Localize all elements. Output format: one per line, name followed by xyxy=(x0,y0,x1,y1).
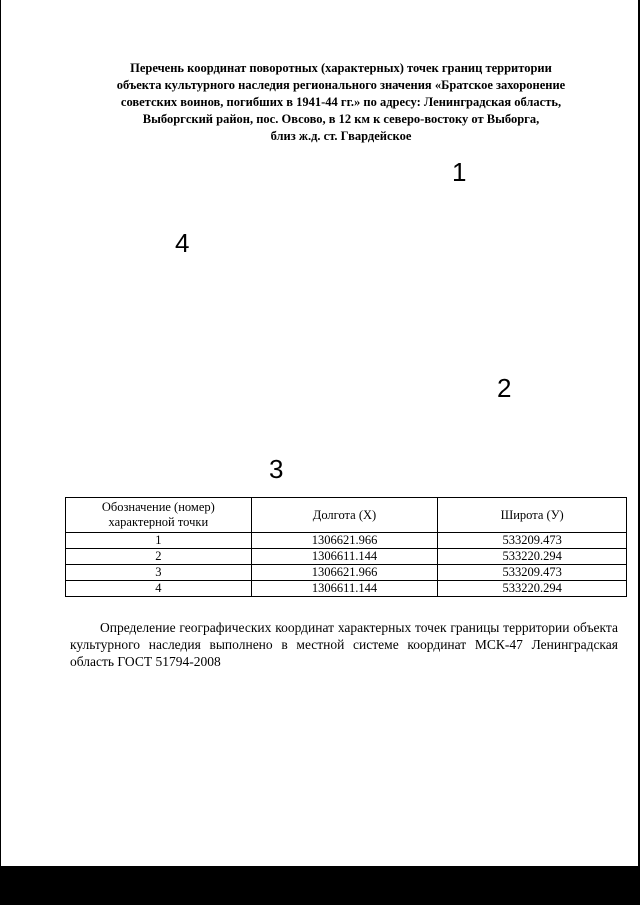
title-line: близ ж.д. ст. Гвардейское xyxy=(270,129,412,143)
cell-point: 1 xyxy=(66,533,252,549)
title-line: Перечень координат поворотных (характерных) точек границ территории xyxy=(130,61,552,75)
cell-longitude: 1306611.144 xyxy=(251,549,438,565)
point-label-2: 2 xyxy=(497,373,512,403)
header-point: Обозначение (номер) характерной точки xyxy=(66,498,252,533)
point-label-3: 3 xyxy=(269,454,284,484)
cell-point: 3 xyxy=(66,565,252,581)
table-header-row xyxy=(66,498,627,533)
cell-longitude: 1306621.966 xyxy=(251,533,438,549)
cell-latitude: 533209.473 xyxy=(438,533,627,549)
point-label-4: 4 xyxy=(175,228,190,258)
bottom-black-bar xyxy=(1,866,640,905)
cell-point: 4 xyxy=(66,581,252,597)
table-row xyxy=(66,533,627,549)
document-title xyxy=(61,60,621,145)
coordinate-system-note: Определение географических координат характерных точек границы территории объекта культурного наследия выполнено в местной системе координат МСК-47 Ленинградская область ГОСТ 51794-2008 xyxy=(70,620,618,669)
title-line: советских воинов, погибших в 1941-44 гг.» по адресу: Ленинградская область, xyxy=(120,95,562,109)
header-longitude: Долгота (X) xyxy=(251,498,438,533)
point-label-1: 1 xyxy=(452,157,467,187)
title-line: объекта культурного наследия регионального значения «Братское захоронение xyxy=(116,78,566,92)
cell-point: 2 xyxy=(66,549,252,565)
header-latitude: Широта (У) xyxy=(438,498,627,533)
cell-longitude: 1306621.966 xyxy=(251,565,438,581)
table-row xyxy=(66,565,627,581)
coordinates-table xyxy=(65,497,627,597)
title-line: Выборгский район, пос. Овсово, в 12 км к северо-востоку от Выборга, xyxy=(142,112,540,126)
cell-longitude: 1306611.144 xyxy=(251,581,438,597)
table-row xyxy=(66,549,627,565)
cell-latitude: 533220.294 xyxy=(438,549,627,565)
table-row xyxy=(66,581,627,597)
cell-latitude: 533209.473 xyxy=(438,565,627,581)
cell-latitude: 533220.294 xyxy=(438,581,627,597)
